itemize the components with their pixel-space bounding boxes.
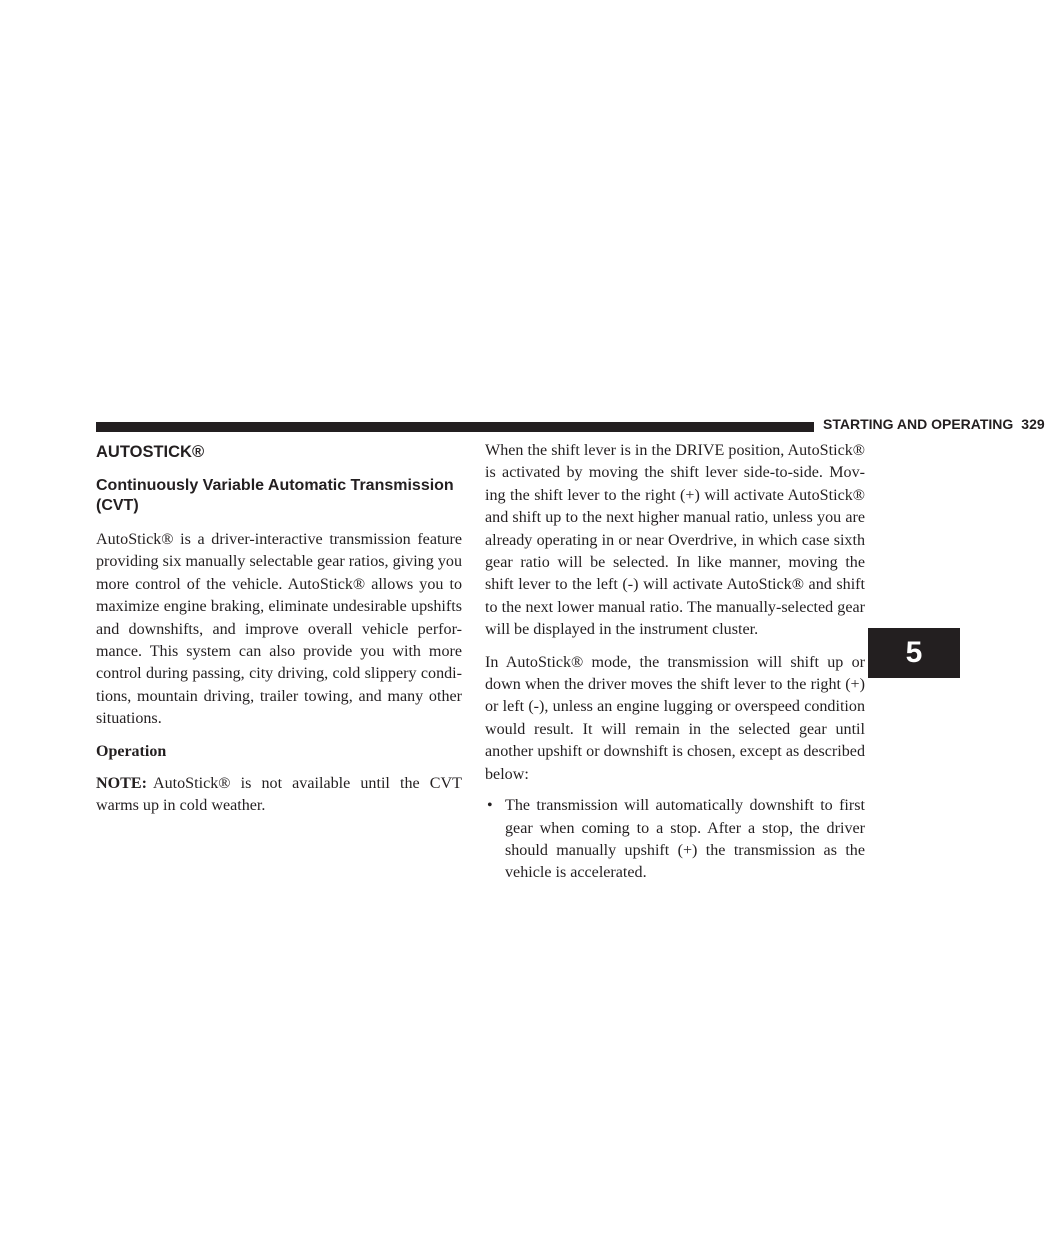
- autostick-intro-paragraph: AutoStick® is a driver-interactive transmission feature providing six manually selectable gear ratios, giving you more control of the vehicle. AutoStick® allows you to maximize engine braking, eliminate undesirable upshifts and downshifts, and improve overall vehicle perfor-mance. This system can also provide you with more control during passing, city driving, cold slippery condi-tions, mountain driving, trailer towing, and many other situations.: [96, 531, 462, 728]
- chapter-tab: 5: [868, 628, 960, 678]
- left-column: [96, 440, 462, 817]
- autostick-mode-paragraph: In AutoStick® mode, the transmission will shift up or down when the driver moves the shift lever to the right (+) or left (-), unless an engine lugging or overspeed condition would result. It will remain in the selected gear until another upshift or downshift is chosen, except as described below:: [485, 653, 865, 783]
- section-title: AUTOSTICK®: [96, 443, 205, 461]
- subsection-title: Continuously Variable Automatic Transmission (CVT): [96, 477, 454, 514]
- header-section-title: STARTING AND OPERATING: [823, 416, 1014, 432]
- list-item-text: The transmission will automatically downshift to first gear when coming to a stop. After a stop, the driver should manually upshift (+) the transmission as the vehicle is accelerated.: [505, 797, 865, 882]
- note-text: AutoStick® is not available until the CVT warms up in cold weather.: [96, 774, 462, 815]
- right-column: [485, 440, 865, 885]
- drive-position-paragraph: When the shift lever is in the DRIVE position, AutoStick® is activated by moving the shift lever side-to-side. Mov-ing the shift lever to the right (+) will activate AutoStick® and shift up to the next higher manual ratio, unless you are already operating in or near Overdrive, in which case sixth gear ratio will be selected. In like manner, moving the shift lever to the left (-) will activate AutoStick® and shift to the next lower manual ratio. The manually-selected gear will be displayed in the instrument cluster.: [485, 442, 865, 639]
- page-number: 329: [1021, 416, 1045, 432]
- header-rule: [96, 422, 814, 432]
- list-item: [485, 795, 865, 885]
- bullet-list: [485, 795, 865, 885]
- running-header: [823, 416, 1045, 432]
- operation-heading: Operation: [96, 742, 167, 760]
- note-label: NOTE:: [96, 774, 147, 792]
- bullet-icon: •: [487, 797, 493, 815]
- note-paragraph: [96, 773, 462, 818]
